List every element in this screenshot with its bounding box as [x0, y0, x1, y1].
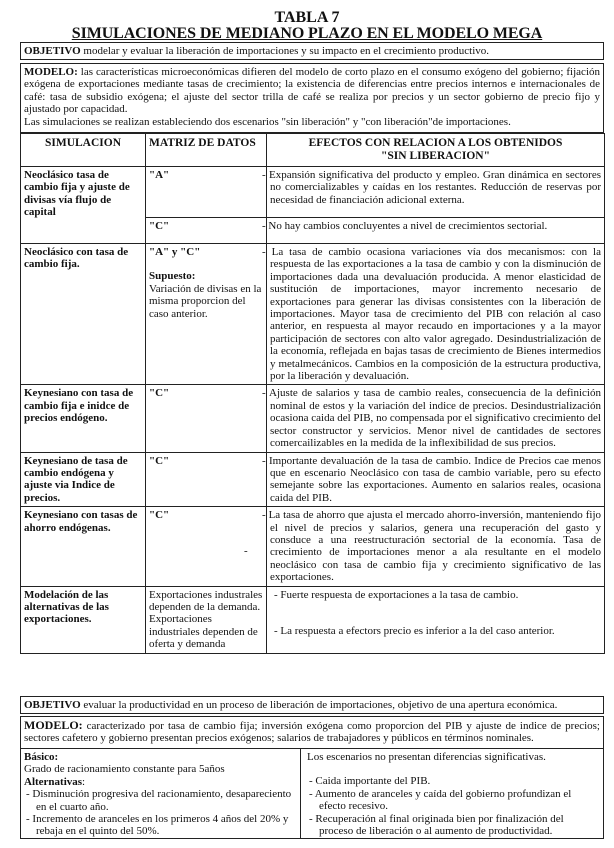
modelo-box-2: [20, 716, 604, 749]
header-efectos: [267, 134, 605, 167]
matriz-cell: [146, 244, 267, 385]
matriz-cell: [146, 586, 267, 653]
matriz-value-1: Exportaciones industrales dependen de la demanda.: [149, 588, 263, 613]
scenarios-box: [20, 748, 604, 839]
modelo-label: MODELO:: [24, 718, 83, 732]
efecto-1: - Fuerte respuesta de exportaciones a la tasa de cambio.: [274, 588, 519, 601]
table-row: [21, 167, 605, 218]
objetivo-box-1: [20, 42, 604, 60]
efecto-cell: - Importante devaluación de la tasa de cambio. Indice de Precios cae menos que en escenario Neoclásico con tasa de cambio variable, pero su efecto semejante sobre las exportaciones. Aumento en salarios reales, ocasiona caida del PIB.: [267, 452, 605, 507]
alternativas-label: Alternativas: [24, 775, 83, 788]
header-matriz: MATRIZ DE DATOS: [146, 134, 267, 167]
matriz-cell: "C": [146, 218, 267, 244]
simulacion-cell: Keynesiano de tasa de cambio endógena y ajuste via Indice de precios.: [21, 452, 146, 507]
modelo-text: caracterizado por tasa de cambio fija; inversión exógena como proporcion del PIB y ajuste de indice de precios; sectores cafetero y gobierno presentan precios exógenos; salarios de trabajadores y públicos en términos nominales.: [24, 720, 600, 745]
basico-text: Grado de racionamiento constante para 5años: [24, 763, 225, 776]
table-title: SIMULACIONES DE MEDIANO PLAZO EN EL MODELO MEGA: [71, 25, 543, 42]
alternativa-item: - Incremento de aranceles en los primeros 4 años del 20% y rebaja en el quinto del 50%.: [26, 813, 289, 838]
matriz-value: "A" y "C": [149, 246, 201, 258]
resultado-item: - Aumento de aranceles y caída del gobierno profundizan el efecto recesivo.: [309, 787, 572, 813]
efecto-2: - La respuesta a efectors precio es inferior a la del caso anterior.: [274, 624, 555, 637]
objetivo-text: evaluar la productividad en un proceso de liberación de importaciones, objetivo de una apertura económica.: [80, 699, 558, 711]
efecto-cell: [267, 586, 605, 653]
table-number: TABLA 7: [274, 9, 340, 26]
modelo-label: MODELO:: [24, 66, 78, 78]
resultados-intro: Los escenarios no presentan diferencias significativas.: [307, 751, 546, 763]
header-simulacion: SIMULACION: [21, 134, 146, 167]
basico-label: Básico:: [24, 751, 59, 763]
matriz-cell: [146, 507, 267, 586]
alternativa-item: - Disminución progresiva del racionamiento, desapareciento en el cuarto año.: [26, 788, 292, 813]
resultado-item: - Caida importante del PIB.: [309, 775, 431, 788]
matriz-cell: "C": [146, 385, 267, 452]
efecto-cell: - Expansión significativa del producto y empleo. Gran dinámica en sectores no comercializables y caídas en los restantes. Reducción de reservas por necesidad de financiación adicional externa.: [267, 167, 605, 218]
simulacion-cell: Neoclásico tasa de cambio fija y ajuste de divisas vía flujo de capital: [21, 167, 146, 244]
efecto-cell: - No hay cambios concluyentes a nivel de crecimientos sectorial.: [267, 218, 605, 244]
simulacion-cell: Neoclásico con tasa de cambio fija.: [21, 244, 146, 385]
header-efectos-line2: "SIN LIBERACION": [381, 150, 490, 162]
scenarios-left: [21, 749, 301, 838]
scenarios-right: [301, 749, 603, 838]
simulacion-cell: Modelación de las alternativas de las exportaciones.: [21, 586, 146, 653]
header-efectos-line1: EFECTOS CON RELACION A LOS OBTENIDOS: [308, 137, 563, 149]
document-title: [0, 10, 614, 42]
matriz-value-2: Exportaciones industriales dependen de oferta y demanda: [149, 613, 258, 651]
efecto-cell: - La tasa de ahorro que ajusta el mercado ahorro-inversión, manteniendo fijo el nivel de precios y salarios, genera una recuperación del gasto y consduce a una reestructuración sectorial de la economía. Tasa de crecimiento de importaciones menor a ala resultante en el modelo neoclásico con tasa de cambio fija y crecimiento significativo de las exportaciones.: [267, 507, 605, 586]
simulations-table: [20, 133, 605, 654]
alternativas-colon: :: [82, 775, 86, 788]
modelo-note: Las simulaciones se realizan estableciendo dos escenarios "sin liberación" y "con liberación"de importaciones.: [24, 115, 511, 128]
matriz-value: "C": [149, 509, 170, 522]
matriz-cell: "A": [146, 167, 267, 218]
simulacion-cell: Keynesiano con tasas de ahorro endógenas.: [21, 507, 146, 586]
table-row: [21, 244, 605, 385]
objetivo-text: modelar y evaluar la liberación de importaciones y su impacto en el crecimiento productivo.: [80, 45, 490, 57]
stray-mark: -: [244, 545, 248, 558]
efecto-cell: - Ajuste de salarios y tasa de cambio reales, consecuencia de la definición nominal de estos y la variación del indice de precios. Desindustrialización ocasiona caida del PIB, no compensada por el significativo crecimiento del sector constructor y servicios. Menor nivel de cantidades de sectores comercailizables en la medida de la inflexibilidad de sus precios.: [267, 385, 605, 452]
simulacion-cell: Keynesiano con tasa de cambio fija e inidce de precios endógeno.: [21, 385, 146, 452]
modelo-text: las características microeconómicas difieren del modelo de corto plazo en el consumo exógeno del gobierno; fijación exógena de exportaciones mediante tasas de crecimiento; la existencia de diferencias entre precios internos e internacionales de café: tasa de subsidio exógena; el ajuste del sector trilla de café se realiza por precios y un sector gobierno de precio fijo y ajustado por capacidad.: [24, 66, 600, 116]
supuesto-label: Supuesto:: [149, 270, 196, 283]
objetivo-box-2: [20, 696, 604, 714]
matriz-cell: "C": [146, 452, 267, 507]
objetivo-label: OBJETIVO: [24, 699, 81, 711]
efecto-cell: - La tasa de cambio ocasiona variaciones vía dos mecanismos: con la respuesta de las exportaciones a la tasa de cambio y con la disminución de importaciones dada una devaluación producida. A menor elasticidad de sustitución de importaciones, mayor incremento necesario de exportaciones para generar las divisas consistentes con la liberación de importaciones. Mayor tasa de crecimiento del PIB con relación al caso anterior, en respuesta al mayor recaudo en importaciones y a la mayor participación de sectores con alto valor agregado. Desindustrialización de la economía, reflejada en bajas tasas de crecimiento de Bienes intermedios y metalmecánicos. Cambios en la composición de la estructura productiva, por la liberación y devaluación.: [267, 244, 605, 385]
modelo-box-1: [20, 63, 604, 133]
table-row: [21, 385, 605, 452]
table-row: [21, 452, 605, 507]
supuesto-text: Variación de divisas en la misma proporcion del caso anterior.: [149, 282, 262, 320]
table-row: [21, 586, 605, 653]
table-row: [21, 507, 605, 586]
table-header-row: [21, 134, 605, 167]
resultado-item: - Recuperación al final originada bien por finalización del proceso de liberación o al aumento de productividad.: [309, 812, 564, 838]
objetivo-label: OBJETIVO: [24, 45, 81, 57]
